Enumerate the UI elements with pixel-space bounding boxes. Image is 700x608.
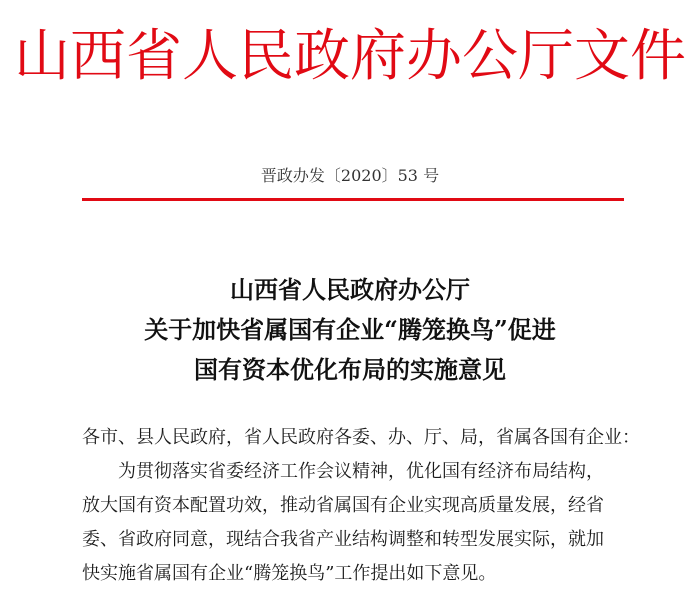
title-line-1: 山西省人民政府办公厅 [230,275,470,304]
red-divider-line [82,198,624,201]
document-header-title: 山西省人民政府办公厅文件 [14,24,686,89]
salutation: 各市、县人民政府，省人民政府各委、办、厅、局，省属各国有企业： [82,427,640,448]
body-line: 放大国有资本配置功效，推动省属国有企业实现高质量发展，经省 [82,495,604,516]
document-number: 晋政办发〔2020〕53 号 [260,166,440,185]
title-line-3: 国有资本优化布局的实施意见 [194,355,506,384]
title-line-2: 关于加快省属国有企业“腾笼换鸟”促进 [144,315,556,344]
body-line: 为贯彻落实省委经济工作会议精神，优化国有经济布局结构， [118,461,604,482]
document-body [82,421,640,591]
body-line: 快实施省属国有企业“腾笼换鸟”工作提出如下意见。 [82,563,497,584]
document-title [0,270,700,390]
body-line: 委、省政府同意，现结合我省产业结构调整和转型发展实际，就加 [82,529,604,550]
